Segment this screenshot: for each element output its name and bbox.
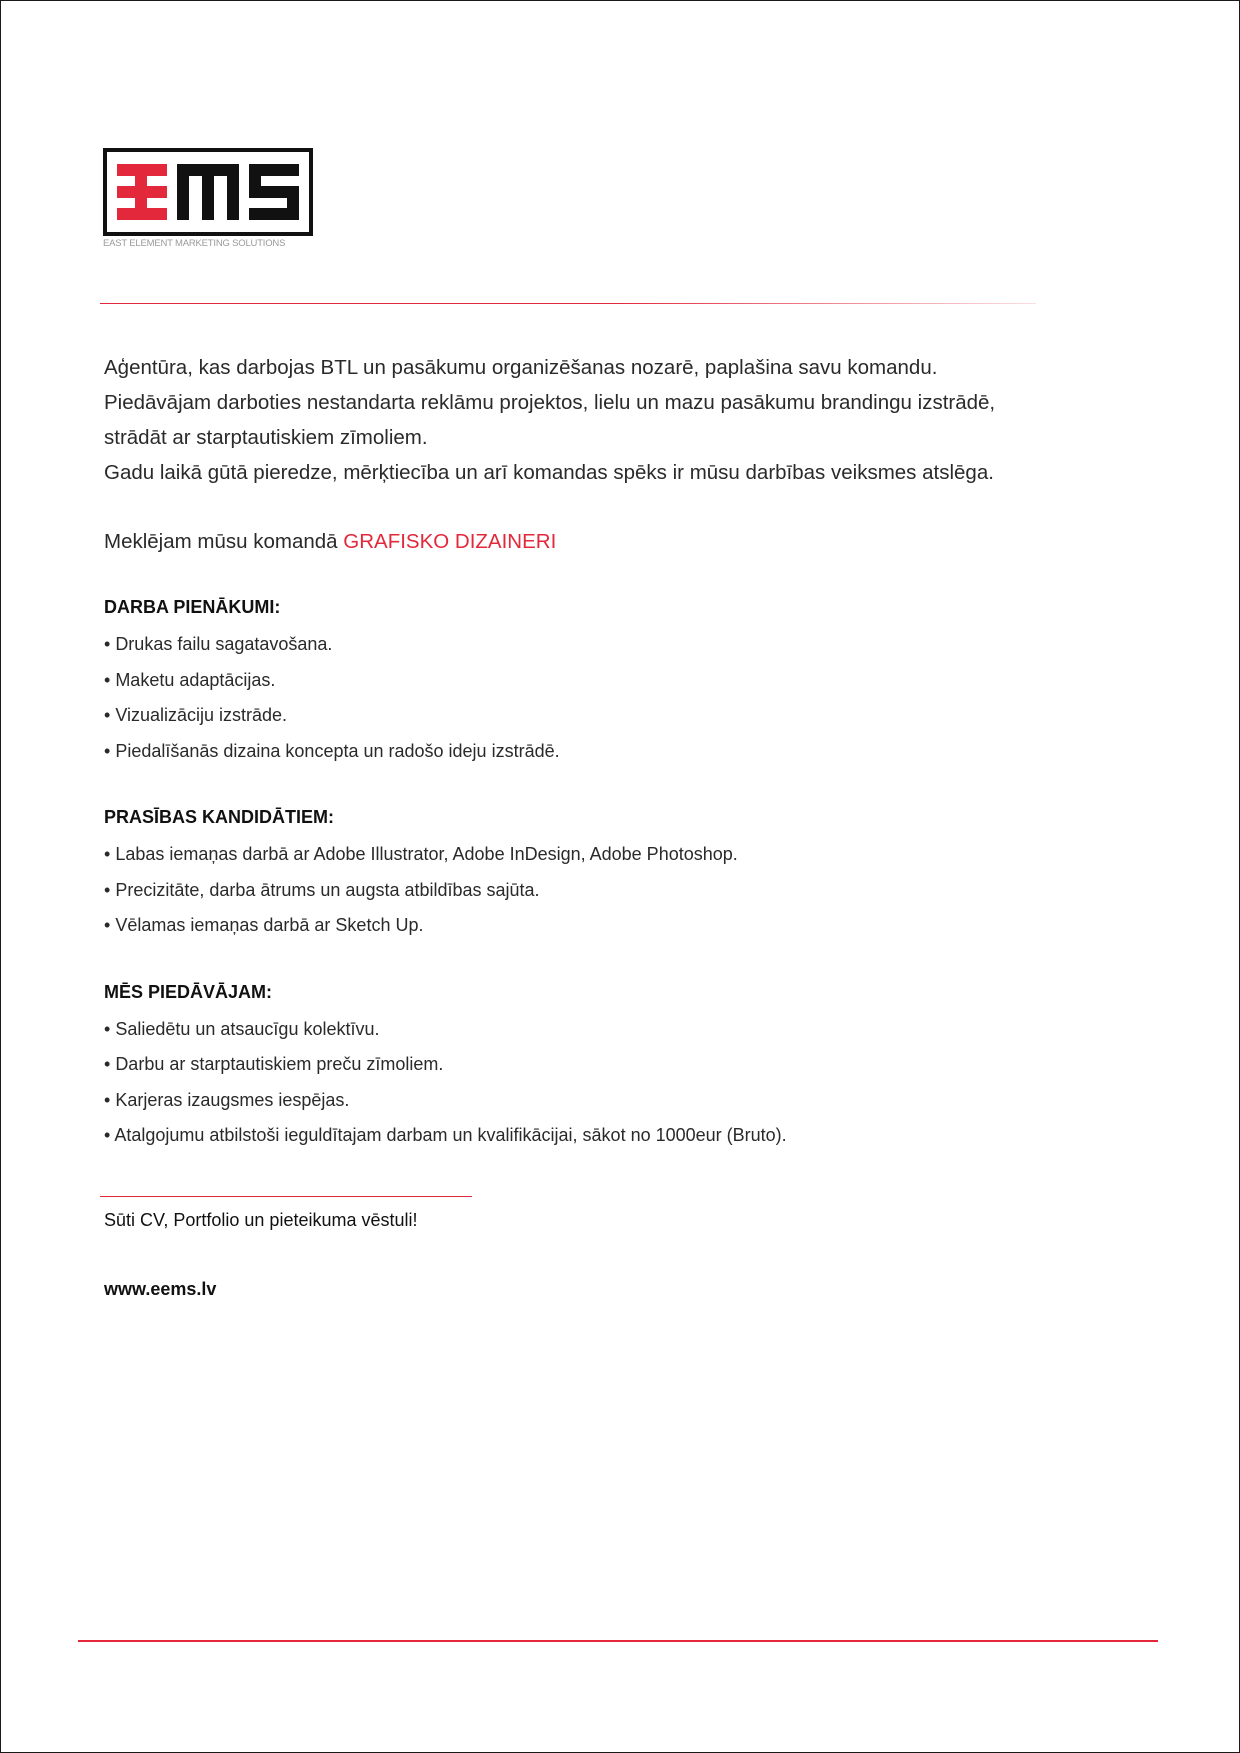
section-offer: [104, 978, 1144, 1154]
list-item: • Atalgojumu atbilstoši ieguldītajam darbam un kvalifikācijai, sākot no 1000eur (Bruto).: [104, 1118, 1144, 1154]
list-item: • Karjeras izaugsmes iespējas.: [104, 1083, 1144, 1119]
intro-line: Piedāvājam darboties nestandarta reklāmu projektos, lielu un mazu pasākumu brandingu izstrādē,: [104, 391, 996, 414]
logo-tagline: EAST ELEMENT MARKETING SOLUTIONS: [103, 238, 286, 249]
list-item: • Vēlamas iemaņas darbā ar Sketch Up.: [104, 908, 1144, 944]
list-item: • Vizualizāciju izstrāde.: [104, 698, 1144, 734]
section-title: PRASĪBAS KANDIDĀTIEM:: [104, 807, 335, 827]
requirements-list: [104, 837, 1144, 944]
section-duties: [104, 593, 1144, 769]
position-title: GRAFISKO DIZAINERI: [343, 530, 557, 553]
list-item: • Maketu adaptācijas.: [104, 663, 1144, 699]
top-divider: [100, 303, 1036, 304]
intro-line: strādāt ar starptautiskiem zīmoliem.: [104, 426, 428, 449]
logo-mark: [103, 148, 313, 236]
website-link[interactable]: www.eems.lv: [104, 1279, 217, 1299]
section-title: DARBA PIENĀKUMI:: [104, 597, 281, 617]
bottom-divider: [78, 1640, 1158, 1642]
offer-list: [104, 1012, 1144, 1154]
duties-list: [104, 627, 1144, 769]
logo-letters-graphic: [107, 152, 309, 232]
job-posting-content: [104, 350, 1144, 1154]
intro-line: Gadu laikā gūtā pieredze, mērķtiecība un arī komandas spēks ir mūsu darbības veiksmes atslēga.: [104, 461, 994, 484]
list-item: • Darbu ar starptautiskiem preču zīmoliem.: [104, 1047, 1144, 1083]
list-item: • Saliedētu un atsaucīgu kolektīvu.: [104, 1012, 1144, 1048]
seeking-prefix: Meklējam mūsu komandā: [104, 530, 344, 553]
section-requirements: [104, 803, 1144, 944]
cta-divider: [100, 1196, 472, 1197]
eems-logo: [103, 148, 313, 249]
list-item: • Labas iemaņas darbā ar Adobe Illustrator, Adobe InDesign, Adobe Photoshop.: [104, 837, 1144, 873]
list-item: • Piedalīšanās dizaina koncepta un radošo ideju izstrādē.: [104, 734, 1144, 770]
seeking-line: [104, 524, 1144, 559]
intro-line: Aģentūra, kas darbojas BTL un pasākumu organizēšanas nozarē, paplašina savu komandu.: [104, 356, 938, 379]
section-title: MĒS PIEDĀVĀJAM:: [104, 981, 273, 1002]
intro-paragraph: [104, 350, 1144, 490]
list-item: • Drukas failu sagatavošana.: [104, 627, 1144, 663]
list-item: • Precizitāte, darba ātrums un augsta atbildības sajūta.: [104, 873, 1144, 909]
call-to-action: Sūti CV, Portfolio un pieteikuma vēstuli!: [104, 1210, 418, 1230]
